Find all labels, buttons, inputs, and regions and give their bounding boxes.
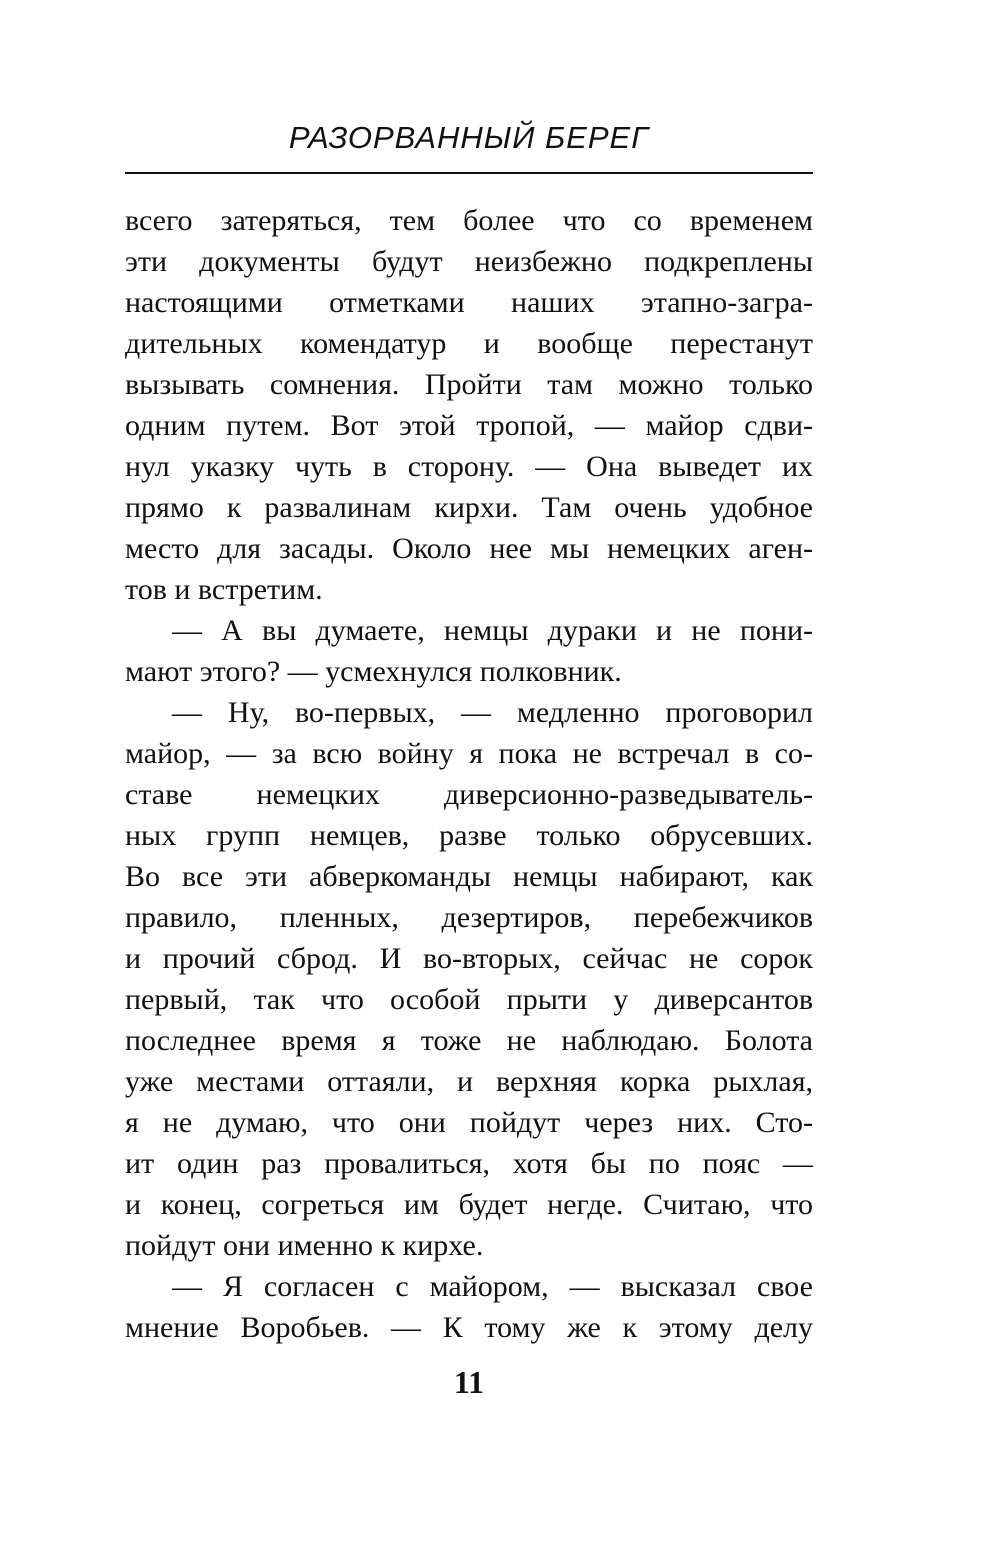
text-line: эти документы будут неизбежно подкреплены xyxy=(125,245,813,278)
text-line: и прочий сброд. И во-вторых, сейчас не сорок xyxy=(125,942,813,975)
text-line: Во все эти абверкоманды немцы набирают, как xyxy=(125,860,813,893)
text-line: правило, пленных, дезертиров, перебежчиков xyxy=(125,901,813,934)
text-line: одним путем. Вот этой тропой, — майор сдви- xyxy=(125,409,813,442)
text-line: первый, так что особой прыти у диверсантов xyxy=(125,983,813,1016)
text-line: настоящими отметками наших этапно-загра- xyxy=(125,286,813,319)
text-line: и конец, согреться им будет негде. Считаю, что xyxy=(125,1188,813,1221)
text-line: уже местами оттаяли, и верхняя корка рыхлая, xyxy=(125,1065,813,1098)
text-line: — Я согласен с майором, — высказал свое xyxy=(172,1270,813,1303)
text-line: ит один раз провалиться, хотя бы по пояс — xyxy=(125,1147,813,1180)
text-line: мнение Воробьев. — К тому же к этому делу xyxy=(125,1311,813,1344)
text-line: всего затеряться, тем более что со временем xyxy=(125,204,813,237)
text-line: ставе немецких диверсионно-разведыватель- xyxy=(125,778,813,811)
text-line: тов и встретим. xyxy=(125,573,323,606)
body-text xyxy=(125,200,813,1348)
text-line: я не думаю, что они пойдут через них. Сто- xyxy=(125,1106,813,1139)
header-rule xyxy=(125,172,813,174)
text-line: мают этого? — усмехнулся полковник. xyxy=(125,655,622,688)
text-line: последнее время я тоже не наблюдаю. Болота xyxy=(125,1024,813,1057)
running-title: РАЗОРВАННЫЙ БЕРЕГ xyxy=(288,120,650,155)
text-line: место для засады. Около нее мы немецких аген- xyxy=(125,532,813,565)
text-line: — А вы думаете, немцы дураки и не пони- xyxy=(172,614,813,647)
text-line: майор, — за всю войну я пока не встречал в со- xyxy=(125,737,813,770)
text-line: — Ну, во-первых, — медленно проговорил xyxy=(172,696,813,729)
text-line: ных групп немцев, разве только обрусевших. xyxy=(125,819,813,852)
text-line: прямо к развалинам кирхи. Там очень удобное xyxy=(125,491,813,524)
text-line: дительных комендатур и вообще перестанут xyxy=(125,327,813,360)
page-number: 11 xyxy=(453,1364,485,1400)
text-line: пойдут они именно к кирхе. xyxy=(125,1229,484,1262)
text-line: вызывать сомнения. Пройти там можно только xyxy=(125,368,813,401)
text-line: нул указку чуть в сторону. — Она выведет их xyxy=(125,450,813,483)
